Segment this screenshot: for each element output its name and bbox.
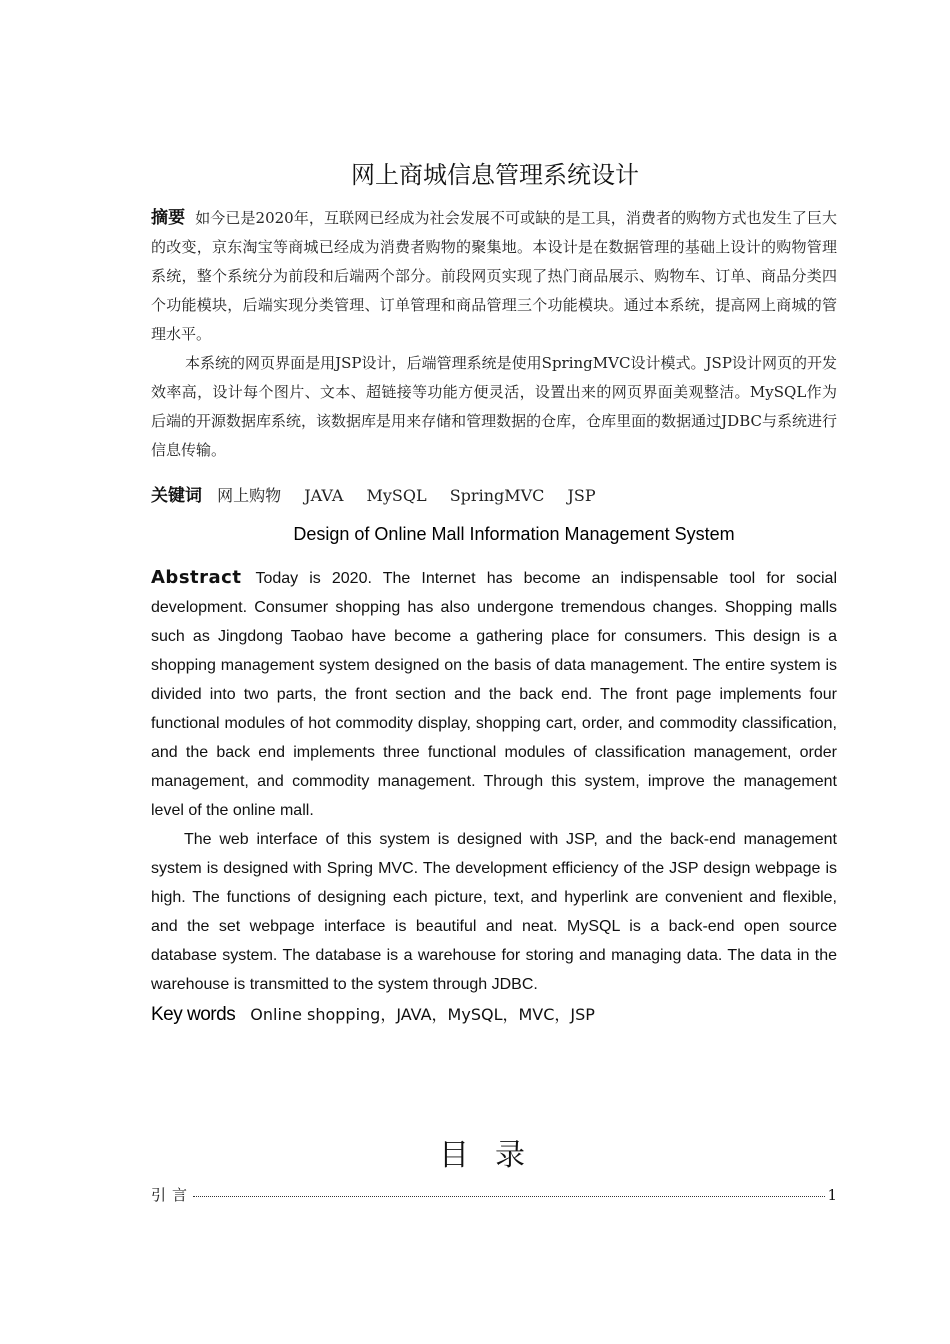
chinese-abstract-text-1: 如今已是2020年，互联网已经成为社会发展不可或缺的是工具，消费者的购物方式也发生了巨大的改变，京东淘宝等商城已经成为消费者购物的聚集地。本设计是在数据管理的基础上设计的购物管理系统，整个系统分为前段和后端两个部分。前段网页实现了热门商品展示、购物车、订单、商品分类四个功能模块，后端实现分类管理、订单管理和商品管理三个功能模块。通过本系统，提高网上商城的管理水平。	[151, 209, 837, 343]
chinese-keywords	[151, 482, 837, 510]
toc-entry-label[interactable]: 引言	[151, 1186, 194, 1204]
chinese-keyword: SpringMVC	[449, 486, 545, 505]
toc-entry-page: 1	[827, 1186, 837, 1204]
english-keywords	[151, 1001, 837, 1029]
english-abstract-paragraph-2: The web interface of this system is designed with JSP, and the back-end management system is designed with Spring MVC. The development efficiency of the JSP design webpage is high. The functions of designing each picture, text, and hyperlink are convenient and flexible, and the set webpage interface is beautiful and neat. MySQL is a back-end open source database system. The database is a warehouse for storing and managing data. The data in the warehouse is transmitted to the system through JDBC.	[151, 831, 837, 993]
chinese-abstract	[151, 204, 837, 465]
chinese-keyword: JAVA	[304, 486, 344, 505]
chinese-title: 网上商城信息管理系统设计	[351, 161, 639, 189]
english-abstract	[151, 563, 837, 999]
english-keywords-text: Online shopping，JAVA，MySQL，MVC，JSP	[250, 1005, 595, 1024]
english-abstract-paragraph-1	[151, 563, 837, 825]
chinese-abstract-paragraph-2: 本系统的网页界面是用JSP设计，后端管理系统是使用SpringMVC设计模式。JSP设计网页的开发效率高，设计每个图片、文本、超链接等功能方便灵活，设置出来的网页界面美观整洁。MySQL作为后端的开源数据库系统，该数据库是用来存储和管理数据的仓库，仓库里面的数据通过JDBC与系统进行信息传输。	[151, 354, 837, 459]
english-abstract-label: Abstract	[151, 567, 242, 588]
english-title: Design of Online Mall Information Management System	[293, 524, 735, 544]
table-of-contents-title: 目录	[439, 1138, 551, 1173]
chinese-keyword: 网上购物	[217, 486, 282, 505]
toc-entry[interactable]	[151, 1184, 837, 1205]
chinese-keywords-label: 关键词	[151, 486, 202, 506]
english-abstract-text-1: Today is 2020. The Internet has become an indispensable tool for social development. Consumer shopping has also undergone tremendous changes. Shopping malls such as Jingdong Taobao have become a gathering place for consumers. This design is a shopping management system designed on the basis of data management. The entire system is divided into two parts, the front section and the back end. The front page implements four functional modules of hot commodity display, shopping cart, order, and commodity classification, and the back end implements three functional modules of classification management, order management, and commodity management. Through this system, improve the management level of the online mall.	[151, 570, 837, 819]
chinese-abstract-label: 摘要	[151, 208, 186, 228]
english-keywords-label: Key words	[151, 1004, 236, 1025]
chinese-keyword: JSP	[567, 486, 596, 505]
chinese-keyword: MySQL	[366, 486, 427, 505]
toc-leader-dots	[193, 1196, 825, 1197]
chinese-abstract-paragraph-1	[151, 204, 837, 349]
